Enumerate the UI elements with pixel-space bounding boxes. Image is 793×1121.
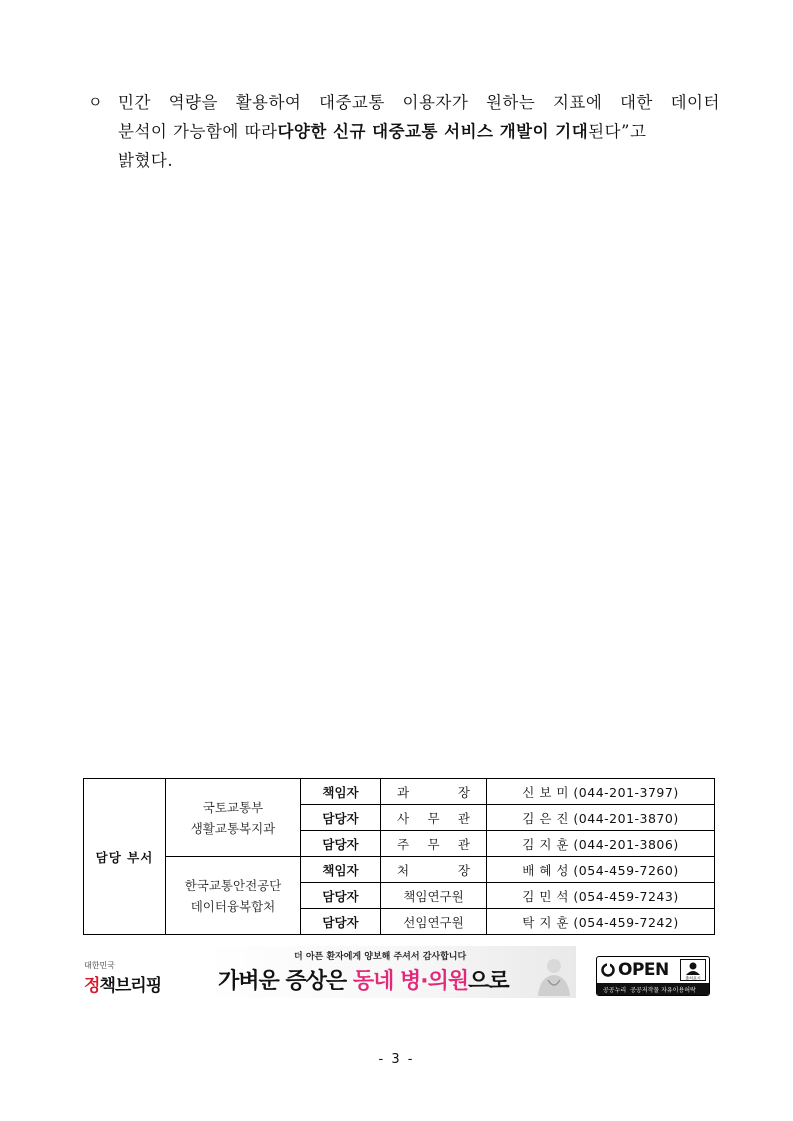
open-circle-icon <box>601 963 615 977</box>
banner-headline-highlight: 동네 병·의원 <box>352 969 469 994</box>
word: 민간 <box>118 93 151 112</box>
dept-header: 담당 부서 <box>84 779 166 935</box>
line2-bold-text: 다양한 신규 대중교통 서비스 개발이 기대 <box>277 122 589 141</box>
paragraph-line-3 <box>88 146 720 175</box>
logo-small-text: 대한민국 <box>84 961 115 970</box>
open-badge-top <box>597 957 709 983</box>
title-char: 무 <box>427 810 440 826</box>
person-cell: 김 은 진 (044-201-3870) <box>487 805 715 831</box>
banner-headline-part: 가벼운 증상은 <box>218 969 353 994</box>
table-row <box>84 779 715 805</box>
contact-table <box>83 778 715 935</box>
bullet-mark: ㅇ <box>88 93 103 111</box>
body-paragraph <box>88 88 720 175</box>
page-number: - 3 - <box>378 1052 415 1067</box>
line3-text: 밝혔다. <box>118 151 174 170</box>
word: 원하는 <box>485 93 536 112</box>
kogl-open-badge[interactable] <box>596 956 710 996</box>
person-cell: 배 혜 성 (054-459-7260) <box>487 857 715 883</box>
open-label: OPEN <box>618 960 669 980</box>
role-cell: 책임자 <box>301 779 381 805</box>
table-row <box>84 857 715 883</box>
role-cell: 담당자 <box>301 831 381 857</box>
word: 활용하여 <box>235 93 302 112</box>
person-cell: 김 민 석 (054-459-7243) <box>487 883 715 909</box>
policy-briefing-logo[interactable] <box>84 960 174 994</box>
org-cell-1 <box>166 779 301 857</box>
paragraph-line-2 <box>88 117 720 146</box>
campaign-banner[interactable] <box>204 946 576 998</box>
role-cell: 담당자 <box>301 883 381 909</box>
line2-tail-text: 된다”고 <box>588 122 647 141</box>
kogl-description: 공공저작물 자유이용허락 <box>630 987 696 994</box>
org-division: 생활교통복지과 <box>190 820 276 836</box>
person-cell: 탁 지 훈 (054-459-7242) <box>487 909 715 935</box>
paragraph-line-1-text <box>118 88 720 117</box>
role-cell: 책임자 <box>301 857 381 883</box>
person-cell: 신 보 미 (044-201-3797) <box>487 779 715 805</box>
title-cell: 책임연구원 <box>381 883 487 909</box>
title-char: 관 <box>457 810 470 826</box>
title-char: 사 <box>397 810 410 826</box>
word: 대중교통 <box>319 93 385 112</box>
title-char: 관 <box>457 836 470 852</box>
banner-headline-part: 으로 <box>468 969 509 994</box>
doctor-illustration-icon <box>528 956 572 996</box>
role-cell: 담당자 <box>301 909 381 935</box>
word: 이용자가 <box>402 93 469 112</box>
person-cell: 김 지 훈 (044-201-3806) <box>487 831 715 857</box>
org-division: 데이터융복합처 <box>190 898 276 914</box>
banner-subtitle: 더 아픈 환자에게 양보해 주셔서 감사합니다 <box>294 952 467 962</box>
title-cell <box>381 805 487 831</box>
word: 대한 <box>619 93 653 112</box>
title-char: 주 <box>397 836 410 852</box>
logo-accent-char: 정 <box>84 976 100 996</box>
title-cell <box>381 857 487 883</box>
title-char: 장 <box>457 784 470 800</box>
logo-rest-text: 책브리핑 <box>99 976 162 996</box>
org-name: 국토교통부 <box>202 799 264 815</box>
title-char: 과 <box>397 784 410 800</box>
title-cell <box>381 779 487 805</box>
org-cell-2 <box>166 857 301 935</box>
open-badge-bottom <box>597 983 709 996</box>
attribution-person-icon <box>680 959 706 981</box>
word: 데이터 <box>670 93 720 112</box>
line2-normal-text: 분석이 가능함에 따라 <box>118 122 278 141</box>
title-cell: 선임연구원 <box>381 909 487 935</box>
logo-main-text <box>84 976 161 996</box>
org-name: 한국교통안전공단 <box>184 877 282 893</box>
banner-headline <box>218 964 509 995</box>
attribution-mark-text: 출처표시 <box>685 975 701 981</box>
title-cell <box>381 831 487 857</box>
paragraph-line-1 <box>88 88 720 117</box>
word: 지표에 <box>552 93 603 112</box>
kogl-label: 공공누리 <box>603 987 627 994</box>
title-char: 무 <box>427 836 440 852</box>
title-char: 장 <box>457 862 470 878</box>
role-cell: 담당자 <box>301 805 381 831</box>
title-char: 처 <box>397 862 410 878</box>
word: 역량을 <box>168 93 218 112</box>
